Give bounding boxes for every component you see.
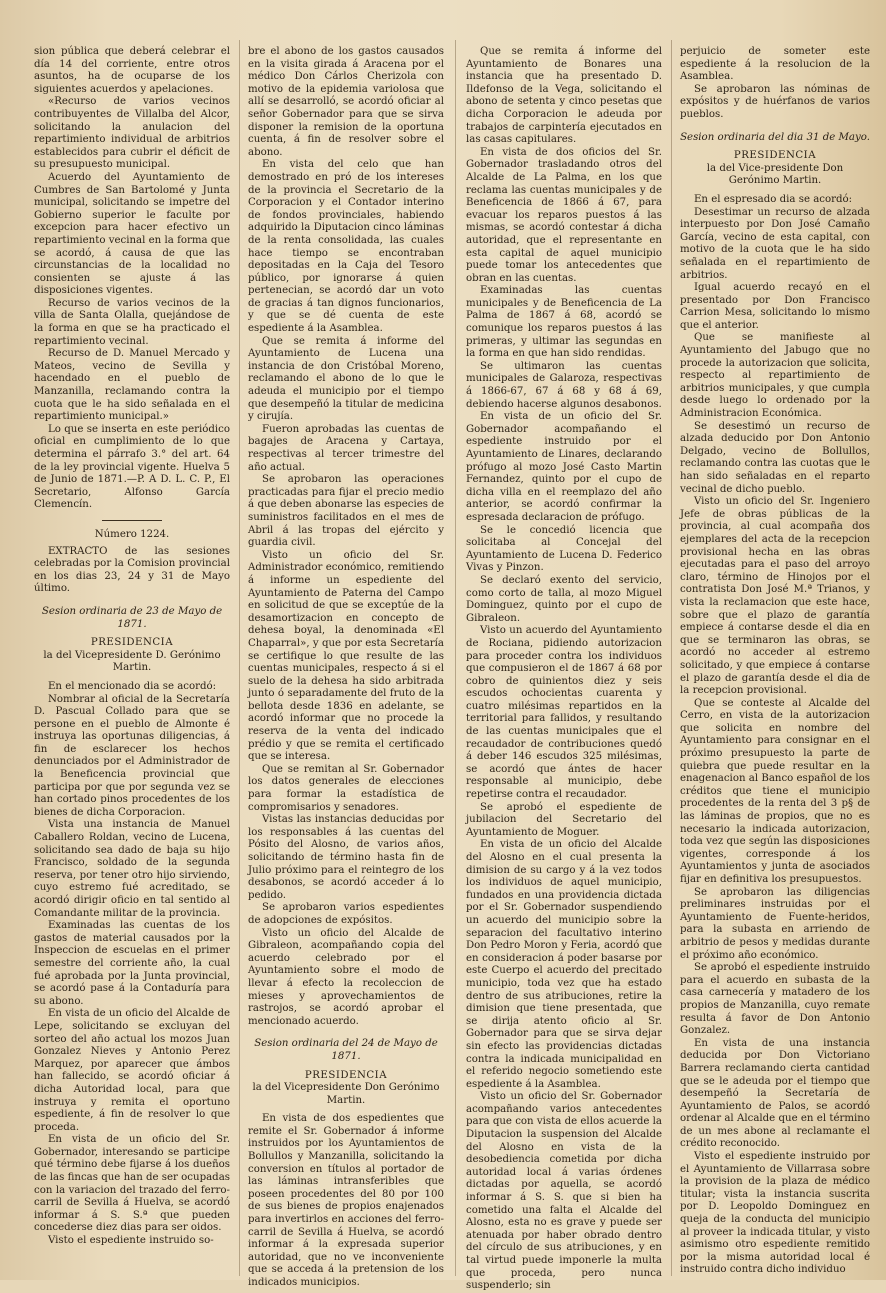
paragraph: Examinadas las cuentas municipales y de Beneficencia de La Palma de 1867 á 68, acordó se comunique los reparos puestos á las primeras, y ultimar las segundas en la forma en que han sido rendidas. bbox=[466, 285, 662, 360]
presidency-heading: PRESIDENCIA bbox=[304, 1069, 388, 1081]
paragraph: En vista de un oficio del Alcalde del Alosno en el cual presenta la dimision de su cargo y á la vez todos los individuos de aquel municipio, fundados en una providencia dictada por el Sr. Gobernador suspendiendo un acuerdo del municipio sobre la separacion del facultativo interino Don Pedro Moron y Feria, acordó que en consideracion á poder basarse por este Cuerpo el acuerdo del precitado municipio, toda vez que ha estado dentro de sus atribuciones, retire la dimision que tiene presentada, que se dirija atento oficio al Sr. Gobernador para que se sirva dejar sin efecto las providencias dictadas contra la indicada municipalidad en el referido negocio sometiendo este espediente á la Asamblea. bbox=[466, 839, 662, 1090]
paragraph: Visto un oficio del Sr. Administrador económico, remitiendo á informe un espediente del Ayuntamiento de Paterna del Campo en solicitud de que se exceptúe de la desamortizacion en concepto de dehesa boyal, la denominada «El Chaparral», y que por esta Secretaría se certifique lo que resulte de las cuentas municipales, respecto á si el suelo de la dehesa ha sido arbitrada junto ó separadamente del fruto de la bellota desde 1836 en adelante, se acordó informar que no procede la reserva de la venta del indicado prédio y que se remita el certificado que se interesa. bbox=[248, 549, 444, 763]
presidency-heading: PRESIDENCIA bbox=[733, 150, 817, 162]
paragraph: Visto un oficio del Sr. Ingeniero Jefe de obras públicas de la provincia, al cual acompaña dos ejemplares del acta de la recepcion provisional hecha en las obras ejecutadas para el paso del arroyo claro, término de Hinojos por el contratista Don José M.ª Trianos, y vista la reclamacion que este hace, sobre que el plazo de garantía empiece á contarse desde el dia en que se terminaron las obras, se acordó no acceder al estremo solicitado, y que empiece á contarse el plazo de garantía desde el dia de la recepcion provisional. bbox=[680, 496, 870, 697]
paragraph: Se aprobaron las nóminas de expósitos y de huérfanos de varios pueblos. bbox=[680, 83, 870, 120]
paragraph: En el mencionado dia se acordó: bbox=[48, 680, 217, 692]
paragraph: Visto un oficio del Alcalde de Gibraleon, acompañando copia del acuerdo celebrado por el Ayuntamiento sobre el modo de llevar á efecto la recoleccion de mieses y aprovechamientos de rastrojos, se acordó aprobar el mencionado acuerdo. bbox=[248, 927, 444, 1027]
paragraph: Visto el espediente instruido so- bbox=[48, 1235, 214, 1247]
paragraph: «Recurso de varios vecinos contribuyentes de Villalba del Alcor, solicitando la anulacion del repartimiento individual de arbitrios establecidos para cubrir el déficit de su presupuesto municipal. bbox=[34, 96, 230, 171]
paragraph: En vista de un oficio del Sr. Gobernador, interesando se participe qué término debe fijarse á los dueños de las fincas que han de ser ocupadas con la variacion del trazado del ferro-carril de Sevilla á Huelva, se acordó informar á S. S.ª que pueden concederse diez dias para ser oidos. bbox=[34, 1134, 230, 1234]
paragraph: Visto el espediente instruido por el Ayuntamiento de Villarrasa sobre la provision de la plaza de médico titular; vista la instancia suscrita por D. Leopoldo Dominguez en queja de la conducta del municipio al proveer la indicada titular, y visto asimismo otro espediente remitido por la misma autoridad local é instruido contra dicho individuo bbox=[680, 1151, 870, 1276]
paragraph: Se aprobaron las diligencias preliminares instruidas por el Ayuntamiento de Fuente-heridos, para la subasta en arriendo de arbitrio de pesos y medidas durante el próximo año económico. bbox=[680, 886, 870, 961]
paragraph: Fueron aprobadas las cuentas de bagajes de Aracena y Cartaya, respectivas al tercer trimestre del año actual. bbox=[248, 423, 444, 473]
column-rule bbox=[455, 40, 456, 1276]
session-heading: Sesion ordinaria del dia 31 de Mayo. bbox=[680, 131, 870, 143]
paragraph: perjuicio de someter este espediente á la resolucion de la Asamblea. bbox=[680, 46, 870, 83]
paragraph: Visto un oficio del Sr. Gobernador acompañando varios antecedentes para que con vista de ellos acuerde la Diputacion la suspension del Alcalde del Alosno en vista de la desobediencia cometida por dicha autoridad local á varias órdenes dictadas por aquella, se acordó informar á S. S. que si bien ha cometido una falta el Alcalde del Alosno, esta no es grave y puede ser atenuada por haber obrado dentro del círculo de sus atribuciones, y en tal virtud puede imponerle la multa que proceda, pero nunca suspenderlo; sin bbox=[466, 1091, 662, 1292]
paragraph: En vista de un oficio del Alcalde de Lepe, solicitando se excluyan del sorteo del año actual los mozos Juan Gonzalez Nieves y Antonio Perez Marquez, por aparecer que ámbos han fallecido, se acordó oficiar á dicha Autoridad local, para que instruya y remita el oportuno espediente, á fin de resolver lo que proceda. bbox=[34, 1008, 230, 1133]
paragraph: En vista de un oficio del Sr. Gobernador acompañando el espediente instruido por el Ayuntamiento de Linares, declarando prófugo al mozo José Casto Martin Fernandez, quinto por el cupo de dicha villa en el reemplazo del año anterior, se acordó confirmar la espresada declaracion de prófugo. bbox=[466, 411, 662, 523]
paragraph: Igual acuerdo recayó en el presentado por Don Francisco Carrion Mesa, solicitando lo mismo que el anterior. bbox=[680, 282, 870, 331]
paragraph: Que se remitan al Sr. Gobernador los datos generales de elecciones para formar la estadística de compromisarios y senadores. bbox=[248, 763, 444, 813]
column-2 bbox=[248, 46, 444, 1288]
paragraph: Que se conteste al Alcalde del Cerro, en vista de la autorizacion que solicita en nombre del Ayuntamiento para consignar en el próximo presupuesto la parte de quiebra que puede resultar en la enagenacion al Banco español de los créditos que tiene el municipio procedentes de la renta del 3 p§ de las láminas de propios, que no es necesario la indicada autorizacion, toda vez que según las disposiciones vigentes, corresponde á los Ayuntamientos y junta de asociados fijar en definitiva los presupuestos. bbox=[680, 697, 870, 885]
paragraph: Desestimar un recurso de alzada interpuesto por Don José Camaño García, vecino de esta capital, con motivo de la cuota que le ha sido señalada en el repartimiento de arbitrios. bbox=[680, 206, 870, 281]
extract-title: EXTRACTO de las sesiones celebradas por la Comision provincial en los dias 23, 24 y 31 de Mayo último. bbox=[34, 545, 230, 595]
paragraph: Que se manifieste al Ayuntamiento del Jabugo que no procede la autorizacion que solicita, respecto al repartimiento de arbitrios municipales, y que cumpla desde luego lo ordenado por la Administracion Económica. bbox=[680, 332, 870, 420]
paragraph: En vista de una instancia deducida por Don Victoriano Barrera reclamando cierta cantidad que se le adeuda por el tiempo que desempeñó la Secretaría de Ayuntamiento de Palos, se acordó ordenar al Alcalde que en el término de un mes abone al reclamante el crédito reconocido. bbox=[680, 1037, 870, 1150]
notice-number: Número 1224. bbox=[94, 528, 170, 540]
paragraph: sion pública que deberá celebrar el día 14 del corriente, entre otros asuntos, ha de ocuparse de los siguientes acuerdos y apelaciones. bbox=[34, 46, 230, 95]
paragraph: Recurso de D. Manuel Mercado y Mateos, vecino de Sevilla y hacendado en el pueblo de Manzanilla, reclamando contra la cuota que le ha sido señalada en el repartimiento municipal.» bbox=[34, 348, 230, 423]
presidency-heading: PRESIDENCIA bbox=[90, 637, 174, 649]
paragraph: bre el abono de los gastos causados en la visita girada á Aracena por el médico Don Cárlos Cherizola con motivo de la epidemia variolosa que allí se desarrolló, se acordó oficiar al señor Gobernador para que se sirva disponer la remision de la oportuna cuenta, á fin de resolver sobre el abono. bbox=[248, 46, 444, 158]
paragraph: Que se remita á informe del Ayuntamiento de Bonares una instancia que ha presentado D. Ildefonso de la Vega, solicitando el abono de setenta y cinco pesetas que dicha Corporacion le adeuda por trabajos de carpintería ejecutados en las casas capitulares. bbox=[466, 46, 662, 146]
paragraph: Se ultimaron las cuentas municipales de Galaroza, respectivas á 1866-67, 67 á 68 y 68 á 69, debiendo hacerse algunos desabonos. bbox=[466, 360, 662, 410]
column-4 bbox=[680, 46, 870, 1276]
paragraph: Se desestimó un recurso de alzada deducido por Don Antonio Delgado, vecino de Bollullos, reclamando contra las cuotas que le han sido señaladas en el reparto vecinal de dicho pueblo. bbox=[680, 420, 870, 495]
paragraph: Nombrar al oficial de la Secretaría D. Pascual Collado para que se persone en el pueblo de Almonte é instruya las oportunas diligencias, á fin de esclarecer los hechos denunciados por el Administrador de la Beneficencia provincial que participa por que por segunda vez se han cortado pinos procedentes de los bienes de dicha Corporacion. bbox=[34, 693, 230, 818]
paragraph: En el espresado dia se acordó: bbox=[694, 193, 853, 205]
paragraph: Lo que se inserta en este periódico oficial en cumplimiento de lo que determina el párrafo 3.° del art. 64 de la ley provincial vigente. Huelva 5 de Junio de 1871.—P. A D. L. C. P., El Secretario, Alfonso García Clemencín. bbox=[34, 423, 230, 511]
paragraph: Se le concedió licencia que solicitaba al Concejal del Ayuntamiento de Lucena D. Federico Vivas y Pinzon. bbox=[466, 524, 662, 574]
paragraph: Visto un acuerdo del Ayuntamiento de Rociana, pidiendo autorizacion para proceder contra los individuos que compusieron el de 1867 á 68 por cobro de quinientos diez y seis escudos ochocientas cuarenta y cuatro milésimas repartidos en la territorial para fallidos, y resultando de las cuentas municipales que el recaudador de contribuciones quedó á deber 146 escudos 325 milésimas, se acordó que ántes de hacer responsable al municipio, debe repetirse contra el recaudador. bbox=[466, 625, 662, 801]
column-rule bbox=[671, 40, 672, 1276]
paragraph: Acuerdo del Ayuntamiento de Cumbres de San Bartolomé y Junta municipal, solicitando se impetre del Gobierno superior le faculte por excepcion para hacer efectivo un repartimiento vecinal en la forma que se acordó, á causa de que las circunstancias de la localidad no consienten se ajuste á las disposiciones vigentes. bbox=[34, 171, 230, 297]
column-1 bbox=[34, 46, 230, 1272]
paragraph: Se aprobó el espediente instruido para el acuerdo en subasta de la casa carnecería y matadero de los propios de Manzanilla, cuyo remate resulta á favor de Don Antonio Gonzalez. bbox=[680, 962, 870, 1037]
column-rule bbox=[239, 40, 240, 1276]
presidency-subheading: la del Vicepresidente D. Gerónimo Martin. bbox=[43, 649, 221, 674]
paragraph: En vista de dos espedientes que remite el Sr. Gobernador á informe instruidos por los Ayuntamientos de Bollullos y Manzanilla, solicitando la conversion en títulos al portador de las láminas intransferibles que poseen procedentes del 80 por 100 de sus bienes de propios enajenados para invertirlos en acciones del ferro-carril de Sevilla á Huelva, se acordó informar á la expresada superior autoridad, que no ve inconveniente que se acceda á la pretension de los indicados municipios. bbox=[248, 1113, 444, 1288]
paragraph: Se aprobaron las operaciones practicadas para fijar el precio medio á que deben abonarse las especies de suministros facilitados en el mes de Abril á las tropas del ejército y guardia civil. bbox=[248, 474, 444, 549]
session-heading: Sesion ordinaria de 23 de Mayo de 1871. bbox=[41, 605, 223, 630]
paragraph: Vistas las instancias deducidas por los responsables á las cuentas del Pósito del Alosno, de varios años, solicitando de término hasta fin de Julio próximo para el reintegro de los desabonos, se acordó acceder á lo pedido. bbox=[248, 814, 444, 901]
paragraph: Vista una instancia de Manuel Caballero Roldan, vecino de Lucena, solicitando sea dado de baja su hijo Francisco, soldado de la segunda reserva, por tener otro hijo sirviendo, cuyo estremo fué acreditado, se acordó dirigir oficio en tal sentido al Comandante militar de la provincia. bbox=[34, 819, 230, 919]
paragraph: Que se remita á informe del Ayuntamiento de Lucena una instancia de don Cristóbal Moreno, reclamando el abono de lo que le adeuda el municipio por el tiempo que desempeñó la titular de medicina y cirujía. bbox=[248, 335, 444, 423]
paragraph: En vista de dos oficios del Sr. Gobernador trasladando otros del Alcalde de La Palma, en los que reclama las cuentas municipales y de Beneficencia de 1866 á 67, para evacuar los reparos puestos á las mismas, se acordó contestar á dicha autoridad, que el representante en esta capital de aquel municipio puede tomar los antecedentes que obran en las cuentas. bbox=[466, 146, 662, 284]
paragraph: Se declaró exento del servicio, como corto de talla, al mozo Miguel Dominguez, quinto por el cupo de Gibraleon. bbox=[466, 574, 662, 624]
paragraph: Se aprobaron varios espedientes de adopciones de expósitos. bbox=[248, 902, 444, 926]
session-heading: Sesion ordinaria del 24 de Mayo de 1871. bbox=[254, 1038, 438, 1062]
paragraph: Examinadas las cuentas de los gastos de material causados por la Inspeccion de escuelas en el primer semestre del corriente año, la cual fué aprobada por la Junta provincial, se acordó pase á la Contaduría para su abono. bbox=[34, 920, 230, 1007]
section-divider bbox=[102, 520, 162, 521]
paragraph: Recurso de varios vecinos de la villa de Santa Olalla, quejándose de la forma en que se ha practicado el repartimiento vecinal. bbox=[34, 297, 230, 347]
presidency-subheading: la del Vicepresidente Don Gerónimo Martin. bbox=[252, 1082, 440, 1106]
presidency-subheading: la del Vice-presidente Don Gerónimo Martin. bbox=[706, 162, 844, 187]
paragraph: En vista del celo que han demostrado en pró de los intereses de la provincia el Secretario de la Corporacion y el Contador interino de fondos provinciales, habiendo adquirido la Diputacion cinco láminas de la renta consolidada, las cuales hace tiempo se encontraban depositadas en la Caja del Tesoro público, por ignorarse á quien pertenecian, se acordó dar un voto de gracias á tan dignos funcionarios, y que se dé cuenta de este espediente á la Asamblea. bbox=[248, 159, 444, 335]
column-3 bbox=[466, 46, 662, 1292]
paragraph: Se aprobó el espediente de jubilacion del Secretario del Ayuntamiento de Moguer. bbox=[466, 801, 662, 838]
